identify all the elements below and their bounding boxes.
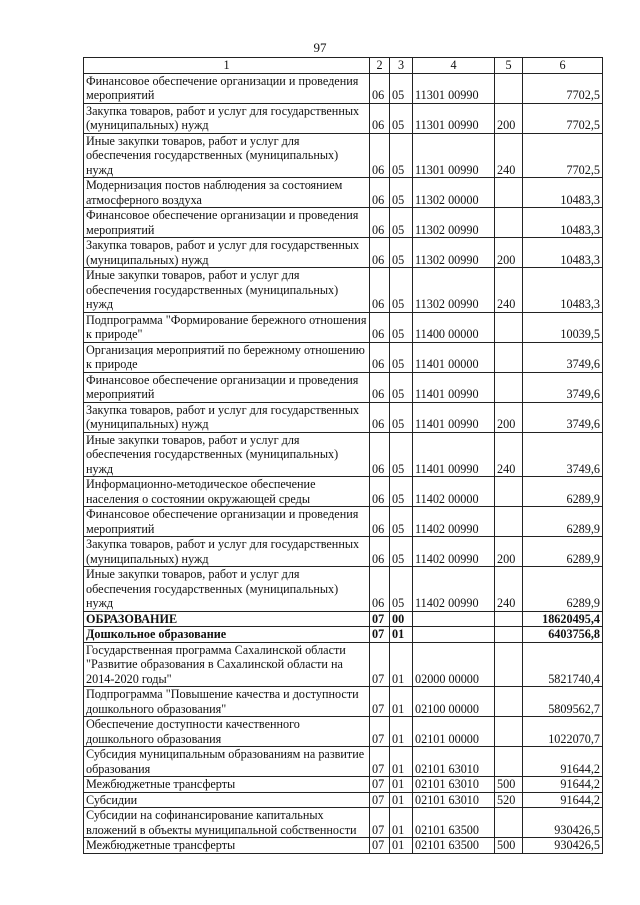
table-row: [84, 268, 603, 313]
cell-target-article: 02101 63010: [413, 792, 495, 808]
cell-name: Иные закупки товаров, работ и услуг для обеспечения государственных (муниципальных) нужд: [84, 567, 370, 612]
table-row: [84, 178, 603, 208]
cell-name: Обеспечение доступности качественного дошкольного образования: [84, 717, 370, 747]
table-row: [84, 567, 603, 612]
cell-target-article: 11401 00990: [413, 402, 495, 432]
table-row: [84, 432, 603, 477]
cell-subsection: 01: [390, 642, 413, 687]
cell-amount: 10483,3: [523, 208, 603, 238]
cell-section: 07: [370, 747, 390, 777]
cell-target-article: 02100 00000: [413, 687, 495, 717]
cell-subsection: 05: [390, 268, 413, 313]
cell-section: 06: [370, 342, 390, 372]
cell-expense-type: [495, 507, 523, 537]
cell-name: Финансовое обеспечение организации и проведения мероприятий: [84, 73, 370, 103]
cell-amount: 3749,6: [523, 402, 603, 432]
cell-amount: 6289,9: [523, 567, 603, 612]
cell-amount: 10483,3: [523, 268, 603, 313]
cell-section: 07: [370, 627, 390, 643]
cell-name: Субсидия муниципальным образованиям на развитие образования: [84, 747, 370, 777]
cell-amount: 930426,5: [523, 808, 603, 838]
table-row: [84, 687, 603, 717]
cell-name: Подпрограмма "Формирование бережного отношения к природе": [84, 312, 370, 342]
cell-section: 07: [370, 642, 390, 687]
cell-target-article: 02000 00000: [413, 642, 495, 687]
table-row: [84, 103, 603, 133]
cell-expense-type: 200: [495, 402, 523, 432]
cell-name: Иные закупки товаров, работ и услуг для обеспечения государственных (муниципальных) нужд: [84, 268, 370, 313]
cell-amount: 3749,6: [523, 342, 603, 372]
cell-target-article: 11400 00000: [413, 312, 495, 342]
cell-amount: 10483,3: [523, 178, 603, 208]
cell-expense-type: [495, 312, 523, 342]
cell-section: 06: [370, 402, 390, 432]
cell-name: Финансовое обеспечение организации и проведения мероприятий: [84, 208, 370, 238]
cell-expense-type: [495, 611, 523, 627]
cell-amount: 3749,6: [523, 432, 603, 477]
cell-name: Иные закупки товаров, работ и услуг для обеспечения государственных (муниципальных) нужд: [84, 133, 370, 178]
cell-name: ОБРАЗОВАНИЕ: [84, 611, 370, 627]
cell-target-article: 11402 00990: [413, 567, 495, 612]
cell-expense-type: [495, 73, 523, 103]
cell-amount: 6289,9: [523, 537, 603, 567]
header-col-5: 5: [495, 58, 523, 74]
header-row: [84, 58, 603, 74]
cell-subsection: 01: [390, 838, 413, 854]
header-col-3: 3: [390, 58, 413, 74]
cell-amount: 91644,2: [523, 777, 603, 793]
cell-expense-type: [495, 477, 523, 507]
cell-name: Информационно-методическое обеспечение населения о состоянии окружающей среды: [84, 477, 370, 507]
cell-subsection: 05: [390, 507, 413, 537]
cell-subsection: 01: [390, 792, 413, 808]
cell-subsection: 05: [390, 73, 413, 103]
cell-target-article: 02101 00000: [413, 717, 495, 747]
cell-target-article: 11302 00990: [413, 238, 495, 268]
cell-subsection: 01: [390, 777, 413, 793]
cell-subsection: 05: [390, 103, 413, 133]
cell-target-article: [413, 611, 495, 627]
table-row: [84, 537, 603, 567]
cell-name: Закупка товаров, работ и услуг для государственных (муниципальных) нужд: [84, 537, 370, 567]
cell-expense-type: [495, 687, 523, 717]
cell-expense-type: [495, 372, 523, 402]
cell-subsection: 01: [390, 717, 413, 747]
cell-target-article: 11302 00990: [413, 268, 495, 313]
cell-expense-type: [495, 178, 523, 208]
cell-target-article: 11401 00000: [413, 342, 495, 372]
table-row: [84, 73, 603, 103]
cell-section: 06: [370, 567, 390, 612]
cell-expense-type: 500: [495, 838, 523, 854]
cell-expense-type: [495, 342, 523, 372]
cell-expense-type: 240: [495, 567, 523, 612]
cell-section: 06: [370, 312, 390, 342]
table-row: [84, 342, 603, 372]
cell-expense-type: [495, 717, 523, 747]
cell-name: Модернизация постов наблюдения за состоянием атмосферного воздуха: [84, 178, 370, 208]
cell-target-article: 02101 63500: [413, 808, 495, 838]
cell-expense-type: 240: [495, 133, 523, 178]
cell-target-article: 11301 00990: [413, 103, 495, 133]
cell-name: Финансовое обеспечение организации и проведения мероприятий: [84, 372, 370, 402]
cell-name: Субсидии: [84, 792, 370, 808]
cell-amount: 7702,5: [523, 103, 603, 133]
table-row: [84, 507, 603, 537]
cell-subsection: 05: [390, 312, 413, 342]
cell-subsection: 05: [390, 208, 413, 238]
cell-expense-type: [495, 808, 523, 838]
cell-subsection: 01: [390, 687, 413, 717]
table-row: [84, 312, 603, 342]
table-row: [84, 611, 603, 627]
cell-name: Закупка товаров, работ и услуг для государственных (муниципальных) нужд: [84, 238, 370, 268]
table-row: [84, 792, 603, 808]
cell-expense-type: [495, 208, 523, 238]
cell-subsection: 00: [390, 611, 413, 627]
cell-expense-type: [495, 627, 523, 643]
cell-expense-type: [495, 747, 523, 777]
cell-section: 07: [370, 611, 390, 627]
cell-amount: 3749,6: [523, 372, 603, 402]
cell-section: 06: [370, 133, 390, 178]
cell-section: 07: [370, 808, 390, 838]
cell-section: 06: [370, 178, 390, 208]
header-col-1: 1: [84, 58, 370, 74]
cell-amount: 6289,9: [523, 507, 603, 537]
cell-name: Межбюджетные трансферты: [84, 777, 370, 793]
cell-subsection: 05: [390, 133, 413, 178]
cell-name: Иные закупки товаров, работ и услуг для обеспечения государственных (муниципальных) нужд: [84, 432, 370, 477]
cell-subsection: 05: [390, 372, 413, 402]
table-row: [84, 808, 603, 838]
cell-subsection: 05: [390, 537, 413, 567]
cell-section: 06: [370, 103, 390, 133]
cell-name: Государственная программа Сахалинской области "Развитие образования в Сахалинской области на 2014-2020 годы": [84, 642, 370, 687]
cell-target-article: 11302 00000: [413, 178, 495, 208]
cell-section: 06: [370, 268, 390, 313]
cell-name: Межбюджетные трансферты: [84, 838, 370, 854]
cell-target-article: 02101 63010: [413, 777, 495, 793]
cell-amount: 930426,5: [523, 838, 603, 854]
cell-expense-type: 520: [495, 792, 523, 808]
budget-table: [83, 57, 603, 854]
cell-target-article: [413, 627, 495, 643]
cell-expense-type: 200: [495, 537, 523, 567]
cell-amount: 5821740,4: [523, 642, 603, 687]
cell-name: Закупка товаров, работ и услуг для государственных (муниципальных) нужд: [84, 402, 370, 432]
cell-expense-type: 200: [495, 103, 523, 133]
table-row: [84, 238, 603, 268]
cell-subsection: 05: [390, 238, 413, 268]
cell-target-article: 11302 00990: [413, 208, 495, 238]
cell-section: 06: [370, 432, 390, 477]
cell-section: 06: [370, 477, 390, 507]
cell-section: 06: [370, 372, 390, 402]
cell-amount: 6403756,8: [523, 627, 603, 643]
cell-section: 06: [370, 73, 390, 103]
cell-section: 06: [370, 208, 390, 238]
cell-expense-type: 500: [495, 777, 523, 793]
cell-section: 07: [370, 792, 390, 808]
cell-target-article: 11402 00990: [413, 507, 495, 537]
cell-target-article: 02101 63010: [413, 747, 495, 777]
cell-subsection: 05: [390, 432, 413, 477]
table-row: [84, 372, 603, 402]
cell-amount: 5809562,7: [523, 687, 603, 717]
table-row: [84, 717, 603, 747]
cell-subsection: 01: [390, 747, 413, 777]
cell-name: Закупка товаров, работ и услуг для государственных (муниципальных) нужд: [84, 103, 370, 133]
header-col-2: 2: [370, 58, 390, 74]
cell-name: Подпрограмма "Повышение качества и доступности дошкольного образования": [84, 687, 370, 717]
cell-subsection: 01: [390, 808, 413, 838]
cell-subsection: 05: [390, 402, 413, 432]
cell-amount: 18620495,4: [523, 611, 603, 627]
cell-name: Финансовое обеспечение организации и проведения мероприятий: [84, 507, 370, 537]
cell-section: 07: [370, 687, 390, 717]
table-row: [84, 642, 603, 687]
cell-name: Субсидии на софинансирование капитальных вложений в объекты муниципальной собственности: [84, 808, 370, 838]
cell-expense-type: 240: [495, 432, 523, 477]
cell-section: 07: [370, 777, 390, 793]
cell-target-article: 11401 00990: [413, 432, 495, 477]
cell-name: Организация мероприятий по бережному отношению к природе: [84, 342, 370, 372]
header-col-6: 6: [523, 58, 603, 74]
cell-section: 07: [370, 838, 390, 854]
cell-subsection: 05: [390, 567, 413, 612]
cell-section: 07: [370, 717, 390, 747]
cell-subsection: 05: [390, 342, 413, 372]
cell-target-article: 11301 00990: [413, 73, 495, 103]
table-row: [84, 838, 603, 854]
cell-amount: 91644,2: [523, 792, 603, 808]
page-number: 97: [313, 40, 327, 55]
table-row: [84, 777, 603, 793]
cell-subsection: 05: [390, 477, 413, 507]
cell-amount: 6289,9: [523, 477, 603, 507]
cell-target-article: 02101 63500: [413, 838, 495, 854]
cell-target-article: 11401 00990: [413, 372, 495, 402]
cell-amount: 91644,2: [523, 747, 603, 777]
cell-section: 06: [370, 238, 390, 268]
cell-target-article: 11301 00990: [413, 133, 495, 178]
cell-expense-type: 240: [495, 268, 523, 313]
cell-expense-type: [495, 642, 523, 687]
cell-target-article: 11402 00000: [413, 477, 495, 507]
cell-subsection: 01: [390, 627, 413, 643]
cell-target-article: 11402 00990: [413, 537, 495, 567]
table-row: [84, 208, 603, 238]
cell-amount: 10483,3: [523, 238, 603, 268]
cell-amount: 7702,5: [523, 133, 603, 178]
table-row: [84, 747, 603, 777]
cell-amount: 10039,5: [523, 312, 603, 342]
cell-subsection: 05: [390, 178, 413, 208]
header-col-4: 4: [413, 58, 495, 74]
table-row: [84, 627, 603, 643]
cell-expense-type: 200: [495, 238, 523, 268]
table-row: [84, 133, 603, 178]
cell-section: 06: [370, 537, 390, 567]
cell-name: Дошкольное образование: [84, 627, 370, 643]
table-row: [84, 477, 603, 507]
table-row: [84, 402, 603, 432]
cell-amount: 1022070,7: [523, 717, 603, 747]
cell-section: 06: [370, 507, 390, 537]
cell-amount: 7702,5: [523, 73, 603, 103]
